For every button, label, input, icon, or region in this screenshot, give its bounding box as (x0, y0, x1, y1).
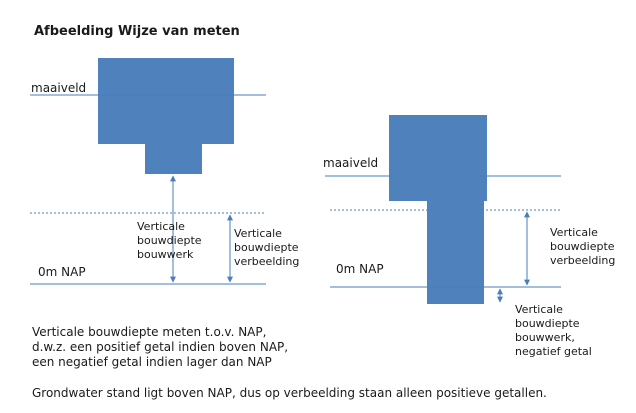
right-building-foundation (427, 200, 484, 304)
left-building-upper (98, 58, 234, 144)
left-nap-label: 0m NAP (38, 265, 86, 279)
right-building-upper (389, 115, 487, 201)
measurement-note: Verticale bouwdiepte meten t.o.v. NAP, d.w.z. een positief getal indien boven NAP, een negatief getal indien lager dan NAP (32, 325, 289, 369)
right-verbeelding-dimension-label: Verticale bouwdiepte verbeelding (550, 226, 616, 267)
left-building-foundation (145, 143, 202, 174)
right-bouwwerk-dimension-label: Verticale bouwdiepte bouwwerk, negatief getal (515, 303, 592, 358)
groundwater-note: Grondwater stand ligt boven NAP, dus op verbeelding staan alleen positieve getallen. (32, 386, 547, 400)
left-maaiveld-label: maaiveld (31, 81, 87, 95)
left-verbeelding-dimension-label: Verticale bouwdiepte verbeelding (234, 227, 300, 268)
page-title: Afbeelding Wijze van meten (34, 24, 240, 39)
left-bouwwerk-dimension-label: Verticale bouwdiepte bouwwerk (137, 220, 202, 261)
right-nap-label: 0m NAP (336, 262, 384, 276)
right-maaiveld-label: maaiveld (323, 156, 379, 170)
